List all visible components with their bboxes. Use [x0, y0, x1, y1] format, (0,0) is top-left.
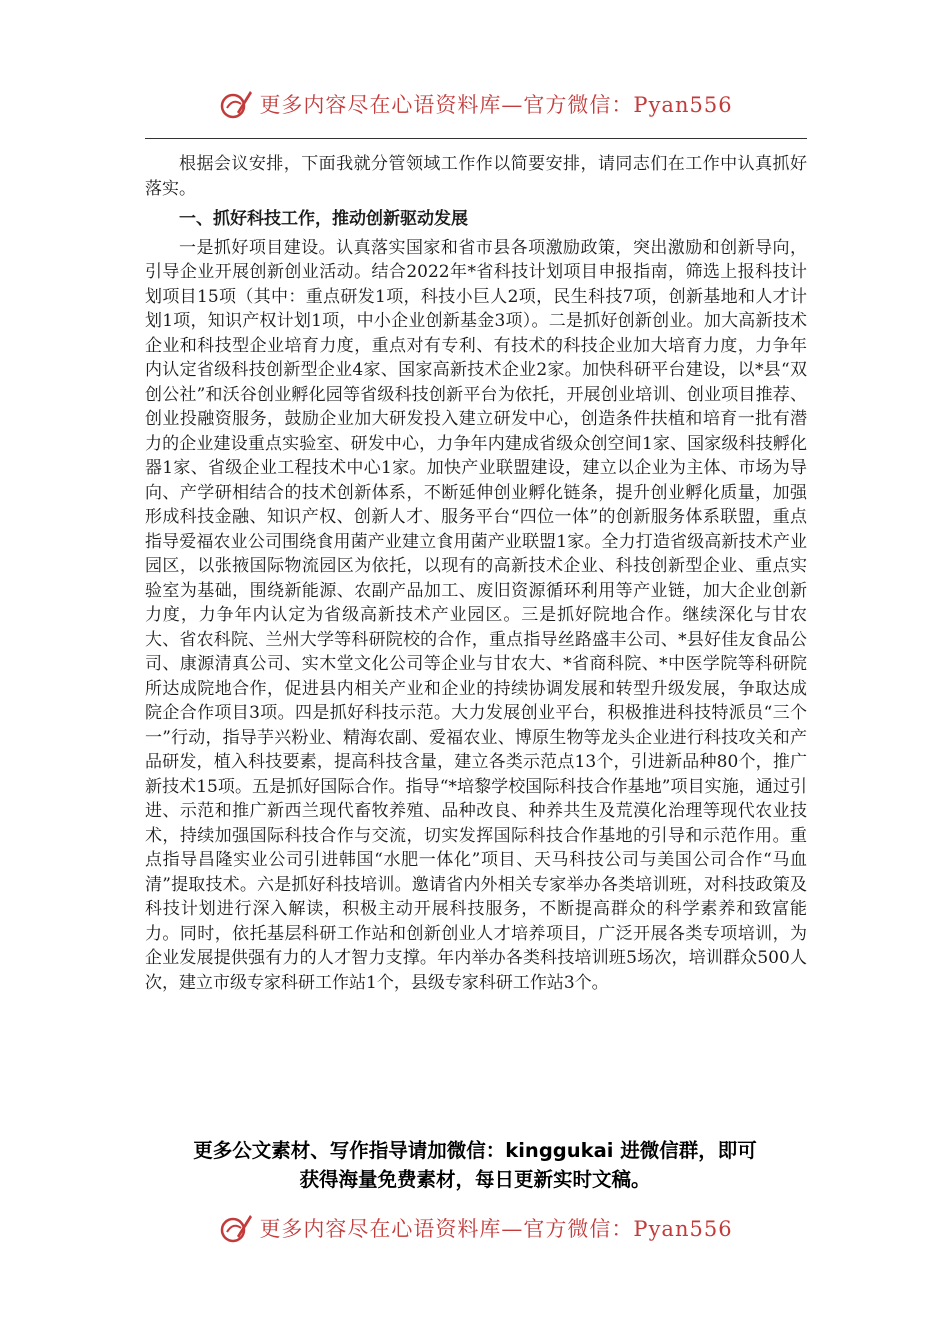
pen-swirl-logo-icon — [217, 1210, 253, 1246]
document-body — [145, 152, 807, 995]
intro-paragraph: 根据会议安排，下面我就分管领域工作作以简要安排，请同志们在工作中认真抓好落实。 — [145, 154, 807, 199]
section-heading: 一、抓好科技工作，推动创新驱动发展 — [179, 209, 468, 229]
body-paragraph: 一是抓好项目建设。认真落实国家和省市县各项激励政策，突出激励和创新导向，引导企业开展创新创业活动。结合2022年*省科技计划项目申报指南，筛选上报科技计划项目15项（其中：重点研发1项，科技小巨人2项，民生科技7项，创新基地和人才计划1项，知识产权计划1项，中小企业创新基金3项）。二是抓好创新创业。加大高新技术企业和科技型企业培育力度，重点对有专利、有技术的科技企业加大培育力度，力争年内认定省级科技创新型企业4家、国家高新技术企业2家。加快科研平台建设，以*县“双创公社”和沃谷创业孵化园等省级科技创新平台为依托，开展创业培训、创业项目推荐、创业投融资服务，鼓励企业加大研发投入建立研发中心，创造条件扶植和培育一批有潜力的企业建设重点实验室、研发中心，力争年内建成省级众创空间1家、国家级科技孵化器1家、省级企业工程技术中心1家。加快产业联盟建设，建立以企业为主体、市场为导向、产学研相结合的技术创新体系，不断延伸创业孵化链条，提升创业孵化质量，加强形成科技金融、知识产权、创新人才、服务平台“四位一体”的创新服务体系联盟，重点指导爱福农业公司围绕食用菌产业建立食用菌产业联盟1家。全力打造省级高新技术产业园区，以张掖国际物流园区为依托，以现有的高新技术企业、科技创新型企业、重点实验室为基础，围绕新能源、农副产品加工、废旧资源循环利用等产业链，加大企业创新力度，力争年内认定为省级高新技术产业园区。三是抓好院地合作。继续深化与甘农大、省农科院、兰州大学等科研院校的合作，重点指导丝路盛丰公司、*县好佳友食品公司、康源清真公司、实木堂文化公司等企业与甘农大、*省商科院、*中医学院等科研院所达成院地合作，促进县内相关产业和企业的持续协调发展和转型升级发展，争取达成院企合作项目3项。四是抓好科技示范。大力发展创业平台，积极推进科技特派员“三个一”行动，指导芋兴粉业、精海农副、爱福农业、博原生物等龙头企业进行科技攻关和产品研发，植入科技要素，提高科技含量，建立各类示范点13个，引进新品种80个，推广新技术15项。五是抓好国际合作。指导“*培黎学校国际科技合作基地”项目实施，通过引进、示范和推广新西兰现代畜牧养殖、品种改良、种养共生及荒漠化治理等现代农业技术，持续加强国际科技合作与交流，切实发挥国际科技合作基地的引导和示范作用。重点指导昌隆实业公司引进韩国“水肥一体化”项目、天马科技公司与美国公司合作“马血清”提取技术。六是抓好科技培训。邀请省内外相关专家举办各类培训班，对科技政策及科技计划进行深入解读，积极主动开展科技服务，不断提高群众的科学素养和致富能力。同时，依托基层科研工作站和创新创业人才培养项目，广泛开展各类专项培训，为企业发展提供强有力的人才智力支撑。年内举办各类科技培训班5场次，培训群众500人次，建立市级专家科研工作站1个，县级专家科研工作站3个。 — [145, 237, 807, 993]
promo-notice — [120, 1136, 830, 1194]
promo-line-1: 更多公文素材、写作指导请加微信：kinggukai 进微信群，即可 — [193, 1139, 757, 1162]
header-banner-text: 更多内容尽在心语资料库—官方微信：Pyan556 — [259, 93, 733, 117]
header-banner — [0, 80, 950, 128]
promo-line-2: 获得海量免费素材，每日更新实时文稿。 — [299, 1168, 651, 1191]
footer-banner — [0, 1204, 950, 1252]
header-divider — [145, 138, 807, 139]
footer-banner-text: 更多内容尽在心语资料库—官方微信：Pyan556 — [259, 1217, 733, 1241]
pen-swirl-logo-icon — [217, 86, 253, 122]
